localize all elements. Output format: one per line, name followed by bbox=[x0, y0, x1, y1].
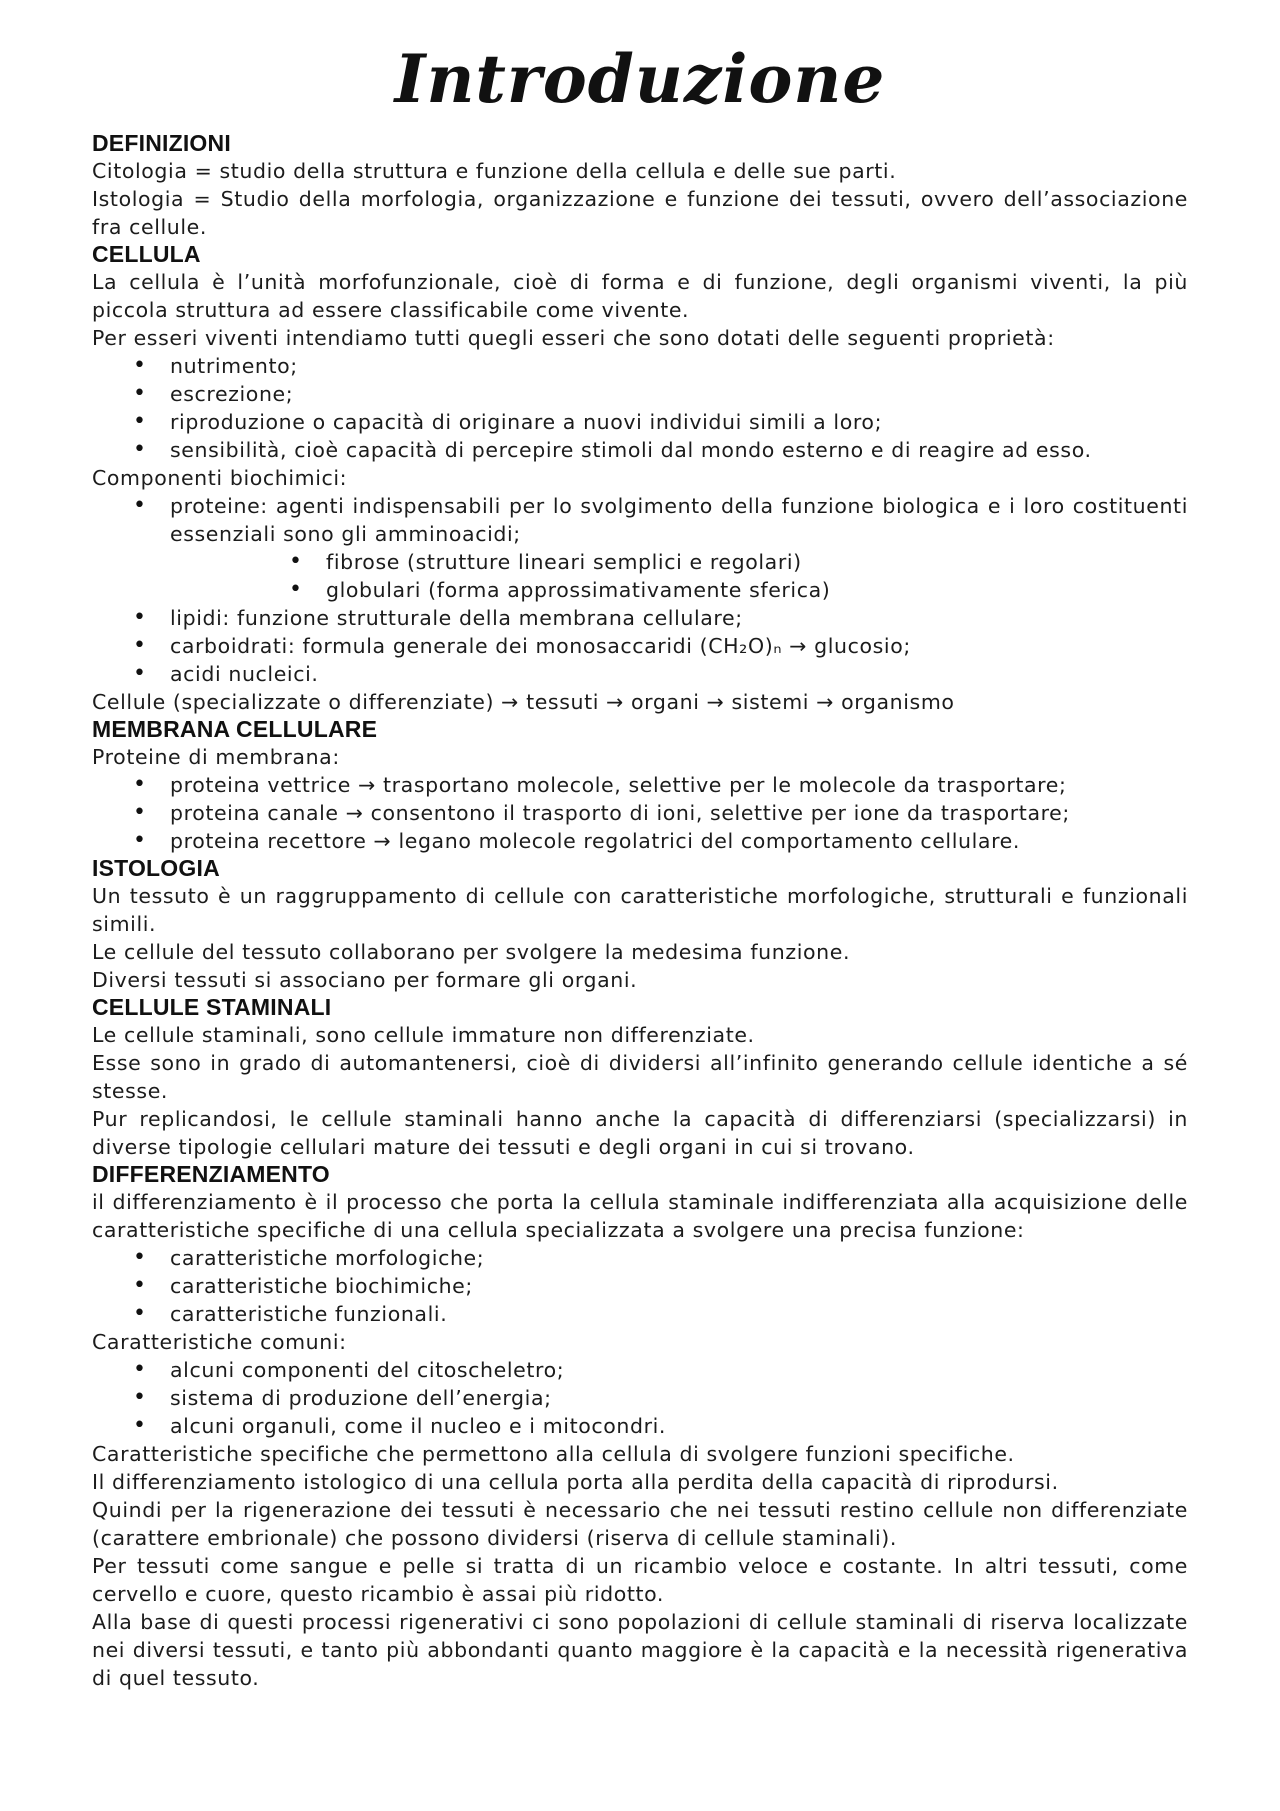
heading-definizioni: DEFINIZIONI bbox=[92, 130, 231, 156]
heading-membrana: MEMBRANA CELLULARE bbox=[92, 716, 378, 742]
text-differenziamento-p2: Caratteristiche specifiche che permettono alla cellula di svolgere funzioni specifiche. bbox=[92, 1442, 1015, 1466]
list-item: • globulari (forma approssimativamente sferica) bbox=[92, 576, 1188, 604]
list-item: • proteina canale → consentono il trasporto di ioni, selettive per ione da trasportare; bbox=[92, 799, 1188, 827]
document-body bbox=[92, 130, 1188, 1692]
heading-cellula: CELLULA bbox=[92, 241, 201, 267]
text-staminali-p1: Le cellule staminali, sono cellule immature non differenziate. bbox=[92, 1023, 755, 1047]
list-item: • nutrimento; bbox=[92, 352, 1188, 380]
list-item: • alcuni organuli, come il nucleo e i mitocondri. bbox=[92, 1412, 1188, 1440]
list-item: • alcuni componenti del citoscheletro; bbox=[92, 1356, 1188, 1384]
text-differenziamento-p1: il differenziamento è il processo che porta la cellula staminale indifferenziata alla acquisizione delle caratteristiche specifiche di una cellula specializzata a svolgere una precisa funzione: bbox=[92, 1190, 1188, 1242]
list-item: • riproduzione o capacità di originare a nuovi individui simili a loro; bbox=[92, 408, 1188, 436]
list-componenti-cont bbox=[92, 604, 1188, 688]
list-item: • escrezione; bbox=[92, 380, 1188, 408]
text-componenti-label: Componenti biochimici: bbox=[92, 466, 348, 490]
list-item-proteine: • proteine: agenti indispensabili per lo svolgimento della funzione biologica e i loro costituenti essenziali sono gli amminoacidi; bbox=[92, 492, 1188, 548]
text-differenziamento-p6: Alla base di questi processi rigenerativi ci sono popolazioni di cellule staminali di riserva localizzate nei diversi tessuti, e tanto più abbondanti quanto maggiore è la capacità e la necessità rigenerativa di quel tessuto. bbox=[92, 1610, 1188, 1690]
text-cellula-intro: La cellula è l’unità morfofunzionale, cioè di forma e di funzione, degli organismi viventi, la più piccola struttura ad essere classificabile come vivente. bbox=[92, 270, 1188, 322]
list-item-acidi: • acidi nucleici. bbox=[92, 660, 1188, 688]
list-item: • sensibilità, cioè capacità di percepire stimoli dal mondo esterno e di reagire ad esso. bbox=[92, 436, 1188, 464]
list-item: • caratteristiche morfologiche; bbox=[92, 1244, 1188, 1272]
list-componenti bbox=[92, 492, 1188, 548]
list-caratteristiche bbox=[92, 1244, 1188, 1328]
text-differenziamento-p3: Il differenziamento istologico di una cellula porta alla perdita della capacità di riprodursi. bbox=[92, 1470, 1059, 1494]
heading-istologia: ISTOLOGIA bbox=[92, 855, 220, 881]
text-gerarchia: Cellule (specializzate o differenziate) → tessuti → organi → sistemi → organismo bbox=[92, 690, 955, 714]
text-istologia-definition: Istologia = Studio della morfologia, organizzazione e funzione dei tessuti, ovvero dell’associazione fra cellule. bbox=[92, 187, 1188, 239]
list-proteine-membrana bbox=[92, 771, 1188, 855]
text-istologia-p1: Un tessuto è un raggruppamento di cellule con caratteristiche morfologiche, strutturali e funzionali simili. bbox=[92, 884, 1188, 936]
text-esseri-viventi: Per esseri viventi intendiamo tutti quegli esseri che sono dotati delle seguenti proprietà: bbox=[92, 326, 1055, 350]
text-istologia-p3: Diversi tessuti si associano per formare gli organi. bbox=[92, 968, 638, 992]
text-proteine-membrana-label: Proteine di membrana: bbox=[92, 745, 340, 769]
text-differenziamento-p5: Per tessuti come sangue e pelle si tratta di un ricambio veloce e costante. In altri tessuti, come cervello e cuore, questo ricambio è assai più ridotto. bbox=[92, 1554, 1188, 1606]
list-item: • caratteristiche biochimiche; bbox=[92, 1272, 1188, 1300]
list-comuni bbox=[92, 1356, 1188, 1440]
list-item-carboidrati: • carboidrati: formula generale dei monosaccaridi (CH₂O)ₙ → glucosio; bbox=[92, 632, 1188, 660]
list-item: • sistema di produzione dell’energia; bbox=[92, 1384, 1188, 1412]
list-proteine-tipi bbox=[92, 548, 1188, 604]
text-comuni-label: Caratteristiche comuni: bbox=[92, 1330, 347, 1354]
text-staminali-p3: Pur replicandosi, le cellule staminali hanno anche la capacità di differenziarsi (specializzarsi) in diverse tipologie cellulari mature dei tessuti e degli organi in cui si trovano. bbox=[92, 1107, 1188, 1159]
list-item: • fibrose (strutture lineari semplici e regolari) bbox=[92, 548, 1188, 576]
list-item: • proteina vettrice → trasportano molecole, selettive per le molecole da trasportare; bbox=[92, 771, 1188, 799]
text-citologia: Citologia = studio della struttura e funzione della cellula e delle sue parti. bbox=[92, 159, 897, 183]
list-proprieta bbox=[92, 352, 1188, 464]
page-title: Introduzione bbox=[394, 40, 886, 118]
list-item: • caratteristiche funzionali. bbox=[92, 1300, 1188, 1328]
list-item: • proteina recettore → legano molecole regolatrici del comportamento cellulare. bbox=[92, 827, 1188, 855]
heading-staminali: CELLULE STAMINALI bbox=[92, 994, 332, 1020]
text-staminali-p2: Esse sono in grado di automantenersi, cioè di dividersi all’infinito generando cellule identiche a sé stesse. bbox=[92, 1051, 1188, 1103]
text-differenziamento-p4: Quindi per la rigenerazione dei tessuti è necessario che nei tessuti restino cellule non differenziate (carattere embrionale) che possono dividersi (riserva di cellule staminali). bbox=[92, 1498, 1188, 1550]
list-item-lipidi: • lipidi: funzione strutturale della membrana cellulare; bbox=[92, 604, 1188, 632]
heading-differenziamento: DIFFERENZIAMENTO bbox=[92, 1161, 330, 1187]
text-istologia-p2: Le cellule del tessuto collaborano per svolgere la medesima funzione. bbox=[92, 940, 851, 964]
